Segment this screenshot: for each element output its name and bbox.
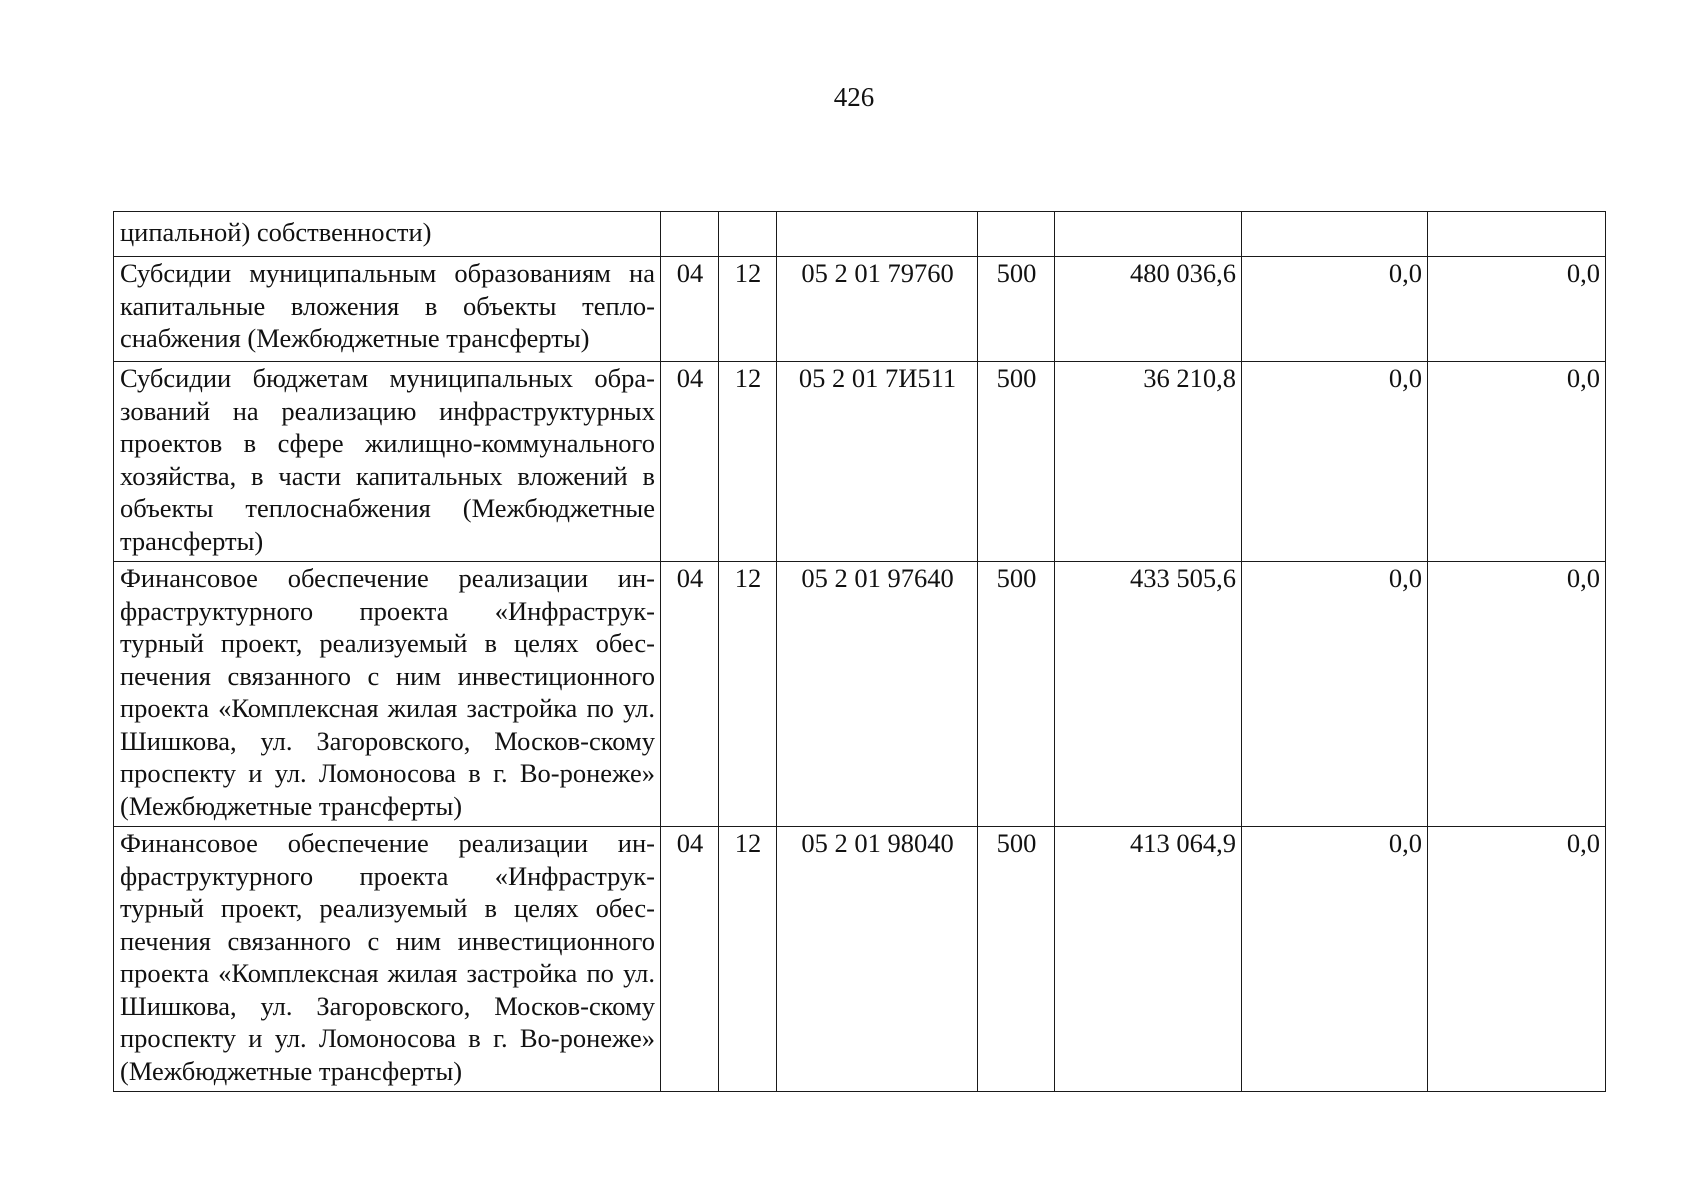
budget-table — [113, 211, 1606, 1092]
vr-cell: 500 — [978, 362, 1055, 562]
sum-2-cell: 0,0 — [1242, 257, 1428, 362]
description-cell: Финансовое обеспечение реализации ин-фраструктурного проекта «Инфраструк-турный проект, реализуемый в целях обес-печения связанного с ним инвестиционного проекта «Комплексная жилая застройка по ул. Шишкова, ул. Загоровского, Москов-скому проспекту и ул. Ломоносова в г. Во-ронеже» (Межбюджетные трансферты) — [114, 827, 661, 1092]
table-row-continuation — [114, 212, 1606, 257]
sum-1-cell: 36 210,8 — [1055, 362, 1242, 562]
sum-2-cell: 0,0 — [1242, 362, 1428, 562]
sum-1-cell: 413 064,9 — [1055, 827, 1242, 1092]
vr-cell — [978, 212, 1055, 257]
pr-cell: 12 — [719, 362, 777, 562]
sum-1-cell: 433 505,6 — [1055, 562, 1242, 827]
sum-3-cell: 0,0 — [1428, 562, 1606, 827]
pr-cell: 12 — [719, 257, 777, 362]
description-cell: ципальной) собственности) — [114, 212, 661, 257]
sum-3-cell: 0,0 — [1428, 827, 1606, 1092]
sum-1-cell — [1055, 212, 1242, 257]
csr-cell: 05 2 01 79760 — [777, 257, 978, 362]
vr-cell: 500 — [978, 257, 1055, 362]
sum-3-cell: 0,0 — [1428, 257, 1606, 362]
sum-1-cell: 480 036,6 — [1055, 257, 1242, 362]
rz-cell: 04 — [661, 257, 719, 362]
description-cell: Финансовое обеспечение реализации ин-фраструктурного проекта «Инфраструк-турный проект, реализуемый в целях обес-печения связанного с ним инвестиционного проекта «Комплексная жилая застройка по ул. Шишкова, ул. Загоровского, Москов-скому проспекту и ул. Ломоносова в г. Во-ронеже» (Межбюджетные трансферты) — [114, 562, 661, 827]
description-cell: Субсидии муниципальным образованиям на капитальные вложения в объекты тепло-снабжения (Межбюджетные трансферты) — [114, 257, 661, 362]
description-cell: Субсидии бюджетам муниципальных обра-зований на реализацию инфраструктурных проектов в сфере жилищно-коммунального хозяйства, в части капитальных вложений в объекты теплоснабжения (Межбюджетные трансферты) — [114, 362, 661, 562]
sum-3-cell: 0,0 — [1428, 362, 1606, 562]
rz-cell: 04 — [661, 562, 719, 827]
sum-3-cell — [1428, 212, 1606, 257]
csr-cell: 05 2 01 7И511 — [777, 362, 978, 562]
table-row — [114, 257, 1606, 362]
csr-cell: 05 2 01 98040 — [777, 827, 978, 1092]
table-row — [114, 362, 1606, 562]
table-row — [114, 562, 1606, 827]
pr-cell: 12 — [719, 827, 777, 1092]
vr-cell: 500 — [978, 562, 1055, 827]
rz-cell: 04 — [661, 362, 719, 562]
rz-cell: 04 — [661, 827, 719, 1092]
sum-2-cell: 0,0 — [1242, 827, 1428, 1092]
rz-cell — [661, 212, 719, 257]
page-number: 426 — [833, 82, 875, 112]
vr-cell: 500 — [978, 827, 1055, 1092]
pr-cell — [719, 212, 777, 257]
table-row — [114, 827, 1606, 1092]
csr-cell — [777, 212, 978, 257]
csr-cell: 05 2 01 97640 — [777, 562, 978, 827]
pr-cell: 12 — [719, 562, 777, 827]
sum-2-cell — [1242, 212, 1428, 257]
sum-2-cell: 0,0 — [1242, 562, 1428, 827]
